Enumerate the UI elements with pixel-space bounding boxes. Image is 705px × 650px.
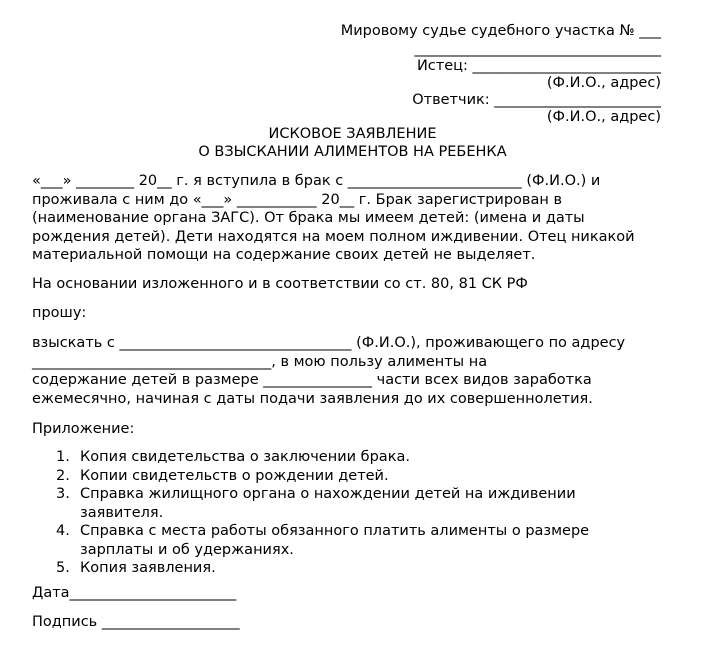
- paragraph-line: _________________________________, в мою пользу алименты на: [32, 353, 488, 370]
- list-item: [56, 448, 656, 467]
- list-item: [56, 522, 656, 559]
- list-item: [56, 559, 656, 578]
- defendant-hint: (Ф.И.О., адрес): [546, 109, 661, 125]
- document-title: ИСКОВОЕ ЗАЯВЛЕНИЕ: [268, 126, 437, 142]
- plaintiff-hint: (Ф.И.О., адрес): [546, 75, 661, 91]
- paragraph-request-label: прошу:: [32, 305, 87, 321]
- list-item-line: Справка жилищного органа о нахождении детей на иждивении: [80, 486, 576, 502]
- list-item-line: Справка с места работы обязанного платить алименты о размере: [80, 523, 590, 539]
- list-item: [56, 467, 656, 486]
- paragraph-line: рождения детей). Дети находятся на моем полном иждивении. Отец никакой: [32, 228, 635, 245]
- list-item-number: 4.: [56, 523, 70, 539]
- paragraph-request: [32, 334, 682, 408]
- paragraph-line: ежемесячно, начиная с даты подачи заявления до их совершеннолетия.: [32, 390, 593, 407]
- list-item-line: Копия заявления.: [80, 560, 216, 576]
- paragraph-basis: На основании изложенного и в соответствии со ст. 80, 81 СК РФ: [32, 276, 528, 292]
- list-item-number: 1.: [56, 449, 70, 465]
- list-item-line: Копии свидетельств о рождении детей.: [80, 467, 389, 484]
- list-item-number: 5.: [56, 560, 70, 576]
- list-item: [56, 485, 656, 522]
- signature-field: Подпись ___________________: [32, 614, 240, 630]
- paragraph-line: (наименование органа ЗАГС). От брака мы имеем детей: (имена и даты: [32, 210, 585, 226]
- paragraph-line: материальной помощи на содержание своих детей не выделяет.: [32, 247, 536, 263]
- paragraph-line: проживала с ним до «___» ___________ 20__ г. Брак зарегистрирован в: [32, 191, 562, 208]
- attachments-label: Приложение:: [32, 421, 135, 437]
- document-subtitle: О ВЗЫСКАНИИ АЛИМЕНТОВ НА РЕБЕНКА: [198, 144, 507, 160]
- paragraph-line: взыскать с ________________________________ (Ф.И.О.), проживающего по адресу: [32, 335, 626, 351]
- paragraph-marriage: [32, 172, 682, 265]
- date-field: Дата_______________________: [32, 585, 237, 601]
- addressee-blank-line: __________________________________: [414, 41, 661, 57]
- list-item-number: 2.: [56, 467, 70, 484]
- list-item-line: заявителя.: [80, 504, 164, 521]
- plaintiff-line: Истец: __________________________: [416, 58, 661, 74]
- paragraph-line: «___» ________ 20__ г. я вступила в брак с ________________________ (Ф.И.О.) и: [32, 173, 601, 189]
- list-item-line: Копия свидетельства о заключении брака.: [80, 449, 410, 465]
- list-item-line: зарплаты и об удержаниях.: [80, 541, 294, 558]
- judge-addressee: Мировому судье судебного участка № ___: [340, 23, 661, 39]
- list-item-number: 3.: [56, 486, 70, 502]
- paragraph-line: содержание детей в размере _______________ части всех видов заработка: [32, 372, 592, 388]
- attachments-list: [56, 448, 656, 578]
- defendant-line: Ответчик: _______________________: [412, 92, 661, 108]
